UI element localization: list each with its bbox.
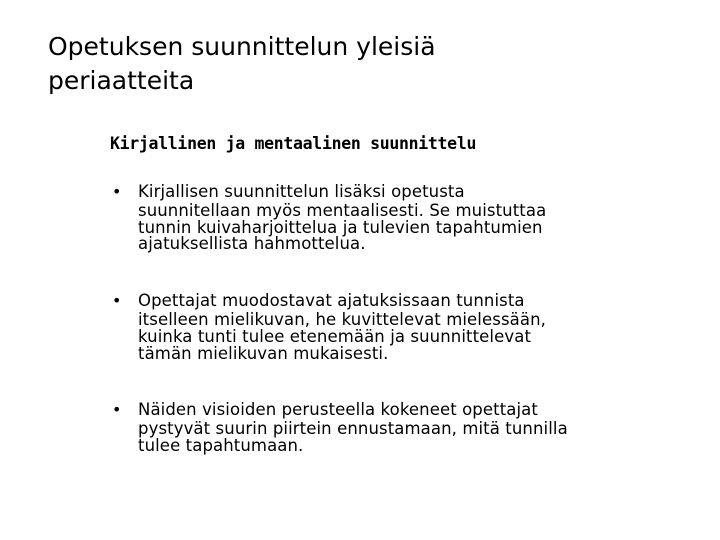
bullet-item [112,399,672,454]
bullet-line: suunnitellaan myös mentaalisesti. Se muistuttaa [138,201,547,220]
bullet-line: kuinka tunti tulee etenemään ja suunnittelevat [138,326,532,346]
bullet-marker: • [112,182,122,201]
slide-subtitle: Kirjallinen ja mentaalinen suunnittelu [110,134,477,153]
bullet-list [112,181,672,455]
bullet-line: tulee tapahtumaan. [138,435,304,455]
bullet-marker: • [112,291,122,311]
bullet-item [112,290,672,362]
bullet-line: tunnin kuivaharjoittelua ja tulevien tapahtumien [138,217,543,237]
bullet-line: Opettajat muodostavat ajatuksissaan tunnista [138,291,525,311]
slide-title-line: Opetuksen suunnittelun yleisiä [48,32,436,61]
bullet-text [138,290,672,362]
slide-title [48,30,688,98]
bullet-text [138,399,672,454]
bullet-marker: • [112,400,122,420]
slide-title-line: periaatteita [48,66,195,95]
bullet-text [138,181,672,253]
bullet-line: tämän mielikuvan mukaisesti. [138,343,389,363]
bullet-item [112,181,672,253]
bullet-line: pystyvät suurin piirtein ennustamaan, mitä tunnilla [138,419,568,439]
bullet-line: ajatuksellista hahmottelua. [138,234,366,254]
bullet-line: Kirjallisen suunnittelun lisäksi opetusta [138,182,465,201]
bullet-line: itselleen mielikuvan, he kuvittelevat mielessään, [138,310,546,330]
bullet-line: Näiden visioiden perusteella kokeneet opettajat [138,400,538,420]
